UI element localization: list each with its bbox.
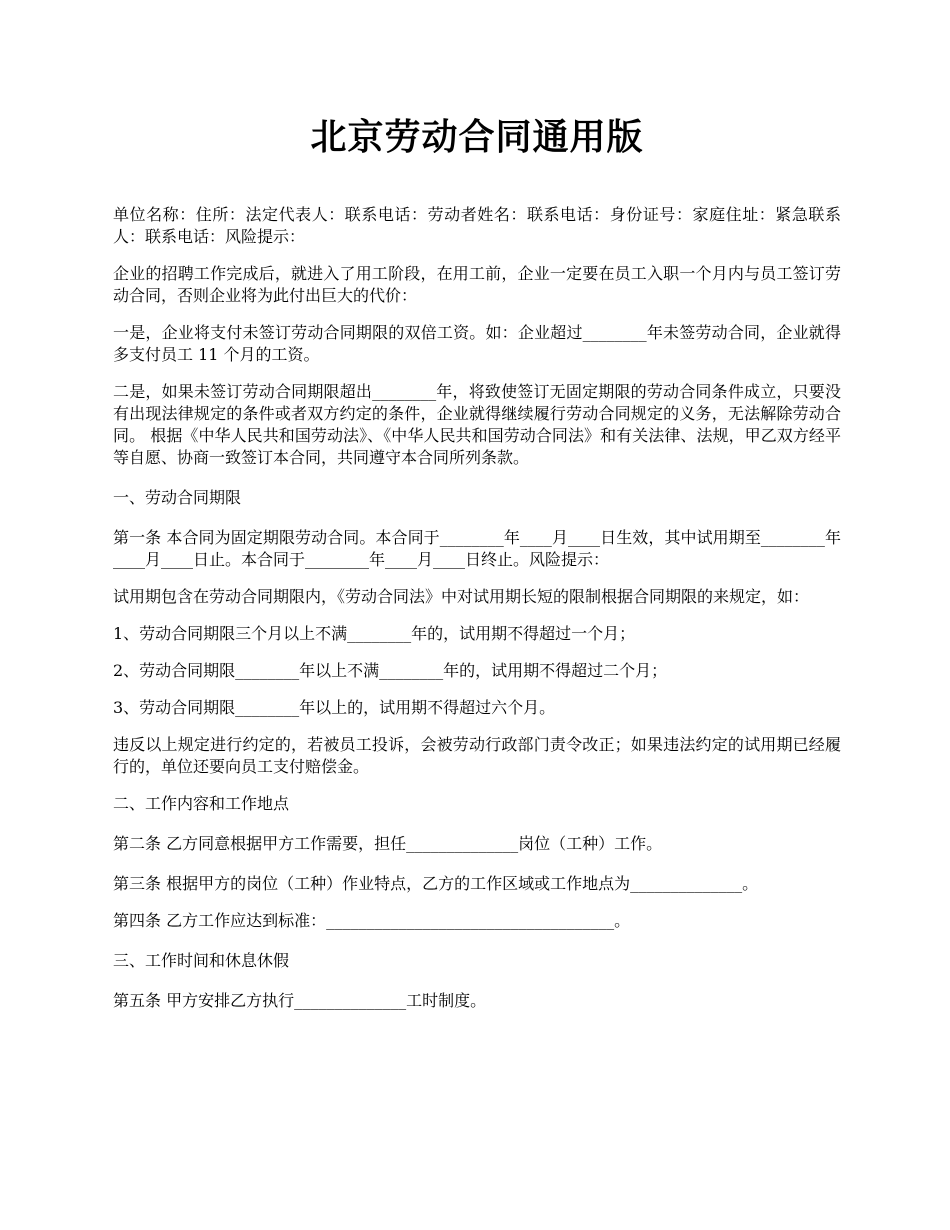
document-page [113, 108, 841, 1027]
section-heading-work-hours: 三、工作时间和休息休假 [113, 951, 290, 970]
section-heading-work-content: 二、工作内容和工作地点 [113, 794, 290, 813]
article-five: 第五条 甲方安排乙方执行______________工时制度。 [113, 991, 487, 1010]
document-title: 北京劳动合同通用版 [310, 117, 644, 158]
violation-note: 违反以上规定进行约定的，若被员工投诉，会被劳动行政部门责令改正；如果违法约定的试用期已经履行的，单位还要向员工支付赔偿金。 [113, 735, 841, 776]
risk-intro-paragraph: 企业的招聘工作完成后，就进入了用工阶段，在用工前，企业一定要在员工入职一个月内与员工签订劳动合同，否则企业将为此付出巨大的代价： [113, 264, 841, 305]
section-heading-contract-term: 一、劳动合同期限 [113, 488, 242, 507]
probation-rule-3: 3、劳动合同期限________年以上的，试用期不得超过六个月。 [113, 698, 556, 717]
probation-rule-1: 1、劳动合同期限三个月以上不满________年的，试用期不得超过一个月； [113, 624, 636, 643]
article-two: 第二条 乙方同意根据甲方工作需要，担任______________岗位（工种）工作。 [113, 834, 663, 853]
probation-note: 试用期包含在劳动合同期限内，《劳动合同法》中对试用期长短的限制根据合同期限的来规定，如： [113, 587, 810, 606]
article-one: 第一条 本合同为固定期限劳动合同。本合同于________年____月____日生效，其中试用期至________年____月____日止。本合同于________年____月____日终止。风险提示： [113, 528, 841, 569]
risk-point-one: 一是，企业将支付未签订劳动合同期限的双倍工资。如：企业超过________年未签劳动合同，企业就得多支付员工 11 个月的工资。 [113, 323, 841, 364]
risk-point-two: 二是，如果未签订劳动合同期限超出________年，将致使签订无固定期限的劳动合同条件成立，只要没有出现法律规定的条件或者双方约定的条件，企业就得继续履行劳动合同规定的义务，无法解除劳动合同。 根据《中华人民共和国劳动法》、《中华人民共和国劳动合同法》和有关法律、法规，甲乙双方经平等自愿、协商一致签订本合同，共同遵守本合同所列条款。 [113, 382, 841, 467]
article-four: 第四条 乙方工作应达到标准：____________________________________。 [113, 911, 631, 930]
article-three: 第三条 根据甲方的岗位（工种）作业特点，乙方的工作区域或工作地点为______________。 [113, 874, 759, 893]
probation-rule-2: 2、劳动合同期限________年以上不满________年的，试用期不得超过二个月； [113, 661, 668, 680]
intro-fields: 单位名称：住所：法定代表人：联系电话：劳动者姓名：联系电话：身份证号：家庭住址：紧急联系人：联系电话：风险提示： [113, 205, 841, 246]
